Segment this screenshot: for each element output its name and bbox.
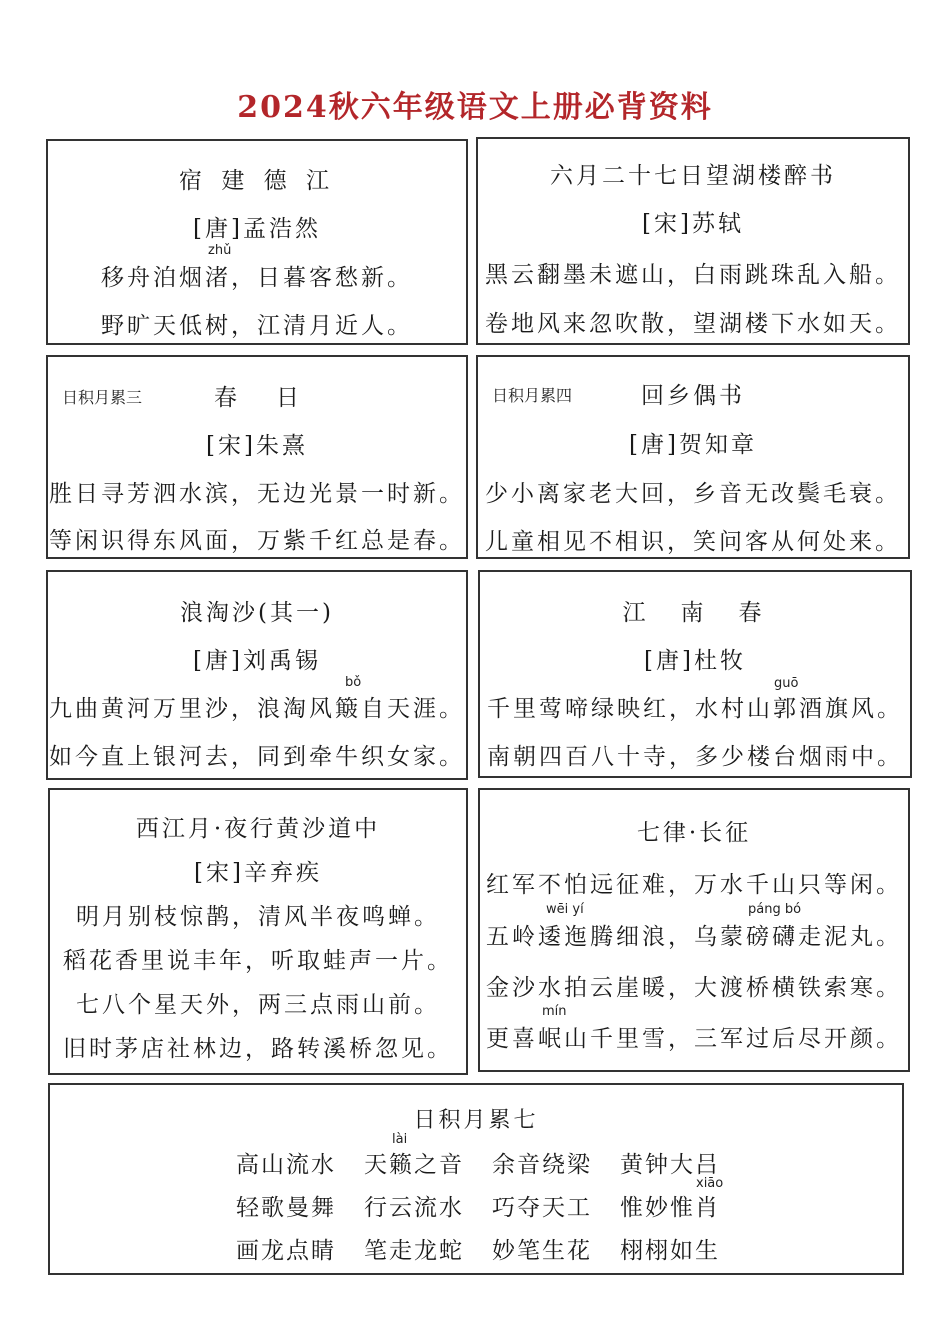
page-title: 2024秋六年级语文上册必背资料: [237, 90, 713, 125]
poem-line: 儿童相见不相识，笑问客从何处来。: [485, 529, 901, 555]
poem-line: 等闲识得东风面，万紫千红总是春。: [49, 528, 465, 554]
poem-line: 红军不怕远征难，万水千山只等闲。: [486, 872, 902, 898]
pinyin-annotation: páng bó: [748, 902, 802, 917]
poem-author: [唐]杜牧: [644, 648, 746, 674]
poem-line: 更喜岷山千里雪，三军过后尽开颜。: [486, 1026, 902, 1052]
poem-line: 旧时茅店社林边，路转溪桥忽见。: [63, 1036, 453, 1062]
poem-author: [宋]朱熹: [206, 433, 308, 459]
poem-author: [唐]孟浩然: [193, 216, 321, 242]
pinyin-annotation: mín: [542, 1004, 567, 1019]
poem-card-su-jian-de-jiang: [46, 139, 468, 345]
idiom: 高山流水: [236, 1152, 336, 1178]
poem-line: 金沙水拍云崖暖，大渡桥横铁索寒。: [486, 975, 902, 1001]
idiom: 笔走龙蛇: [364, 1238, 464, 1264]
idiom: 画龙点睛: [236, 1238, 336, 1264]
poem-line: 稻花香里说丰年，听取蛙声一片。: [63, 948, 453, 974]
idiom: 轻歌曼舞: [236, 1195, 336, 1221]
idiom: 惟妙惟肖: [620, 1195, 720, 1221]
poem-line: 南朝四百八十寺，多少楼台烟雨中。: [487, 744, 903, 770]
pinyin-annotation: lài: [392, 1132, 408, 1147]
idiom: 黄钟大吕: [620, 1152, 720, 1178]
pinyin-annotation: guō: [774, 676, 799, 691]
poem-card-chang-zheng: [478, 788, 910, 1072]
poem-line: 九曲黄河万里沙，浪淘风簸自天涯。: [49, 696, 465, 722]
idiom: 妙笔生花: [492, 1238, 592, 1264]
poem-title: 春 日: [214, 385, 307, 411]
section-tag: 日积月累三: [62, 388, 143, 407]
poem-line: 卷地风来忽吹散，望湖楼下水如天。: [485, 311, 901, 337]
poem-author: [唐]贺知章: [629, 432, 757, 458]
idiom: 巧夺天工: [492, 1195, 592, 1221]
poem-card-chun-ri: [46, 355, 468, 559]
poem-title: 江 南 春: [622, 600, 768, 626]
poem-line: 如今直上银河去，同到牵牛织女家。: [49, 744, 465, 770]
idiom: 栩栩如生: [620, 1238, 720, 1264]
idiom-row: [50, 1189, 902, 1219]
poem-author: [宋]辛弃疾: [194, 860, 322, 886]
pinyin-annotation: wēi yí: [546, 902, 584, 917]
idiom: 行云流水: [364, 1195, 464, 1221]
poem-card-wang-hu-lou: [476, 137, 910, 345]
poem-card-hui-xiang-ou-shu: [476, 355, 910, 559]
pinyin-annotation: bǒ: [345, 675, 362, 690]
poem-line: 七八个星天外，两三点雨山前。: [76, 992, 440, 1018]
idiom: 天籁之音: [364, 1152, 464, 1178]
poem-author: [唐]刘禹锡: [193, 648, 321, 674]
poem-card-xi-jiang-yue: [48, 788, 468, 1075]
poem-title: 西江月·夜行黄沙道中: [135, 816, 381, 842]
pinyin-annotation: xiāo: [696, 1176, 724, 1191]
pinyin-annotation: zhǔ: [208, 243, 232, 258]
idiom-row: [50, 1232, 902, 1262]
poem-line: 胜日寻芳泗水滨，无边光景一时新。: [49, 481, 465, 507]
poem-line: 五岭逶迤腾细浪，乌蒙磅礴走泥丸。: [486, 924, 902, 950]
idiom-row: [50, 1146, 902, 1176]
poem-title: 七律·长征: [636, 820, 752, 846]
poem-title: 宿 建 德 江: [179, 168, 335, 194]
poem-line: 明月别枝惊鹊，清风半夜鸣蝉。: [76, 904, 440, 930]
poem-title: 浪淘沙(其一): [180, 600, 334, 626]
poem-line: 千里莺啼绿映红，水村山郭酒旗风。: [487, 696, 903, 722]
poem-line: 野旷天低树，江清月近人。: [101, 313, 413, 339]
poem-card-jiang-nan-chun: [478, 570, 912, 778]
poem-line: 少小离家老大回，乡音无改鬓毛衰。: [485, 481, 901, 507]
poem-author: [宋]苏轼: [642, 211, 744, 237]
idiom: 余音绕梁: [492, 1152, 592, 1178]
idioms-card: [48, 1083, 904, 1275]
poem-line: 黑云翻墨未遮山，白雨跳珠乱入船。: [485, 262, 901, 288]
section-tag: 日积月累四: [492, 386, 573, 405]
poem-card-lang-tao-sha: [46, 570, 468, 780]
poem-title: 六月二十七日望湖楼醉书: [550, 163, 836, 189]
poem-title: 回乡偶书: [641, 383, 745, 409]
idioms-title: 日积月累七: [413, 1108, 539, 1133]
poem-line: 移舟泊烟渚，日暮客愁新。: [101, 265, 413, 291]
